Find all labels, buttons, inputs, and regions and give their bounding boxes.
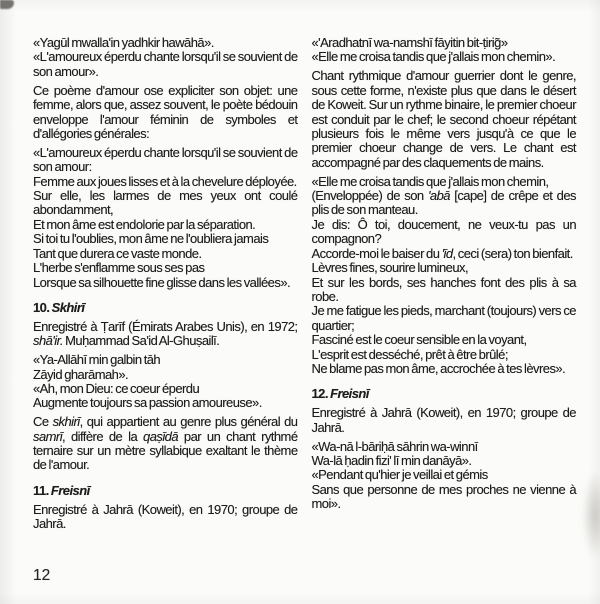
text-run: Zāyid gharāmah».	[33, 366, 129, 382]
text-run: Je dis: Ô toi, doucement, ne veux-tu pas un compagnon?	[311, 216, 576, 247]
text-run: 'īd	[441, 245, 453, 261]
verse-line	[312, 333, 577, 347]
text-run: «L'amoureux éperdu chante lorsqu'il se souvient de son amour».	[33, 49, 298, 79]
text-run: Lèvres fines, sourire lumineux,	[311, 260, 469, 276]
text-run: qaṣīdā	[143, 428, 179, 444]
text-run: , diffère de la	[62, 428, 144, 444]
verse-line	[312, 468, 577, 482]
verse-line	[312, 276, 577, 305]
text-run: Enregistré à Ṭarīf (Émirats Arabes Unis), en 1972;	[33, 318, 298, 334]
text-run: Lorsque sa silhouette fine glisse dans les vallées».	[33, 274, 291, 290]
left-column	[33, 36, 298, 536]
text-run: Skhirī	[51, 299, 85, 315]
verse-line	[312, 348, 577, 362]
text-run: Augmente toujours sa passion amoureuse».	[33, 395, 262, 411]
text-run: «Ah, mon Dieu: ce coeur éperdu	[33, 380, 200, 396]
text-run: «L'amoureux éperdu chante lorsqu'il se souvient de son amour:	[33, 144, 298, 175]
text-run: Femme aux joues lisses et à la chevelure déployée.	[33, 173, 297, 189]
text-run: «Elle me croisa tandis que j'allais mon chemin».	[311, 49, 556, 65]
prose-paragraph	[33, 84, 298, 142]
text-run: «Elle me croisa tandis que j'allais mon chemin,	[311, 173, 549, 189]
verse-line	[33, 261, 298, 275]
prose-paragraph	[33, 503, 298, 532]
verse-line	[33, 247, 298, 261]
section-heading	[312, 387, 577, 401]
page-number: 12	[33, 567, 51, 584]
text-run: Freisnī	[330, 386, 369, 402]
text-run: Si toi tu l'oublies, mon âme ne l'oubliera jamais	[33, 231, 269, 247]
prose-paragraph	[312, 406, 577, 435]
text-run: Enregistré à Jahrā (Koweit), en 1970; groupe de Jahrā.	[311, 405, 576, 435]
text-run: L'herbe s'enflamme sous ses pas	[33, 260, 205, 276]
text-run: «Wa-nā l-bāriḥā sāhrin wa-winnī	[311, 438, 478, 454]
text-run: Accorde-moi le baiser du	[311, 245, 442, 261]
text-run: Wa-lā ḥadin fizi' lī min danāyā».	[311, 452, 472, 468]
verse-line	[312, 261, 577, 275]
text-run: Fasciné est le coeur sensible en la voyant,	[311, 332, 527, 348]
text-run: Ce poème d'amour ose expliciter son objet: une femme, alors que, assez souvent, le poète bédouin enveloppe l'amour féminin de symboles et d'allégories générales:	[33, 82, 298, 141]
verse-line	[312, 440, 577, 454]
text-run: Enregistré à Jahrā (Koweit), en 1970; groupe de Jahrā.	[33, 501, 298, 532]
prose-paragraph	[33, 415, 298, 473]
text-run: Je me fatigue les pieds, marchant (toujours) vers ce quartier;	[311, 303, 576, 333]
text-run: Ne blame pas mon âme, accrochée à tes lèvres».	[311, 360, 566, 376]
section-heading	[33, 301, 298, 315]
text-run: (Enveloppée) de son	[311, 188, 428, 204]
verse-line	[312, 175, 577, 189]
scan-artifact-edge	[582, 470, 600, 560]
text-run: Et mon âme est endolorie par la séparation.	[33, 216, 256, 232]
text-run: 11.	[33, 482, 51, 498]
right-column	[312, 36, 577, 536]
verse-line	[33, 276, 298, 290]
verse-line	[312, 36, 577, 50]
two-column-text	[33, 36, 576, 536]
text-run: shā'ir.	[33, 333, 63, 349]
verse-line	[312, 454, 577, 468]
text-run: «Pendant qu'hier je veillai et gémis	[311, 467, 488, 483]
text-run: Muḥammad Sa'id Al-Ghuṣailī.	[62, 333, 220, 349]
verse-line	[33, 353, 298, 367]
text-run: 10.	[33, 299, 52, 315]
text-run: [cape] de crêpe et des plis de son manteau.	[311, 188, 576, 218]
text-run: Ce	[33, 414, 53, 430]
text-run: Freisnī	[50, 482, 90, 498]
verse-line	[312, 304, 577, 333]
text-run: «Yagūl mwalla'in yadhkir hawāhā».	[33, 35, 214, 50]
verse-line	[33, 396, 298, 410]
verse-line	[33, 36, 298, 50]
scan-artifact-corner	[0, 0, 14, 9]
prose-paragraph	[312, 69, 577, 170]
verse-line	[33, 175, 298, 189]
verse-line	[33, 218, 298, 232]
verse-line	[312, 218, 577, 247]
text-run: par un chant rythmé ternaire sur un mètre syllabique exaltant le thème de l'amour.	[33, 428, 298, 473]
verse-line	[33, 189, 298, 218]
section-heading	[33, 484, 298, 498]
verse-line	[312, 362, 577, 376]
text-run: Sans que personne de mes proches ne vienne à moi».	[311, 481, 576, 512]
text-run: samrī	[33, 428, 63, 444]
verse-line	[33, 382, 298, 396]
text-run: Chant rythmique d'amour guerrier dont le genre, sous cette forme, n'existe plus que dans le désert de Koweit. Sur un rythme binaire, le premier choeur est conduit par le chef; le second choeur répétant plusieurs fois le même vers jusqu'à ce que le premier choeur change de vers. Le chant est accompagné par des claquements de mains.	[311, 68, 576, 170]
verse-line	[312, 189, 577, 218]
verse-line	[312, 483, 577, 512]
text-run: Et sur les bords, ses hanches font des plis à sa robe.	[311, 274, 576, 304]
text-run: «'Aradhatnī wa-namshī fāyitin bit-ṭirig̃»	[311, 35, 508, 50]
text-run: skhirī	[52, 414, 80, 430]
verse-line	[33, 146, 298, 175]
verse-line	[312, 50, 577, 64]
verse-line	[33, 232, 298, 246]
text-run: L'esprit est desséché, prêt à être brûlé;	[311, 346, 508, 362]
verse-line	[33, 50, 298, 79]
text-run: Tant que durera ce vaste monde.	[33, 245, 202, 261]
text-run: , qui appartient au genre plus général du	[79, 414, 298, 430]
text-run: 12.	[311, 386, 331, 402]
verse-line	[33, 368, 298, 382]
verse-line	[312, 247, 577, 261]
text-run: «Ya-Allāhī min galbin tāh	[33, 352, 161, 368]
text-run: 'abā	[427, 188, 450, 204]
text-run: , ceci (sera) ton bienfait.	[452, 245, 573, 261]
text-run: Sur elle, les larmes de mes yeux ont coulé abondamment,	[33, 188, 298, 218]
prose-paragraph	[33, 320, 298, 349]
